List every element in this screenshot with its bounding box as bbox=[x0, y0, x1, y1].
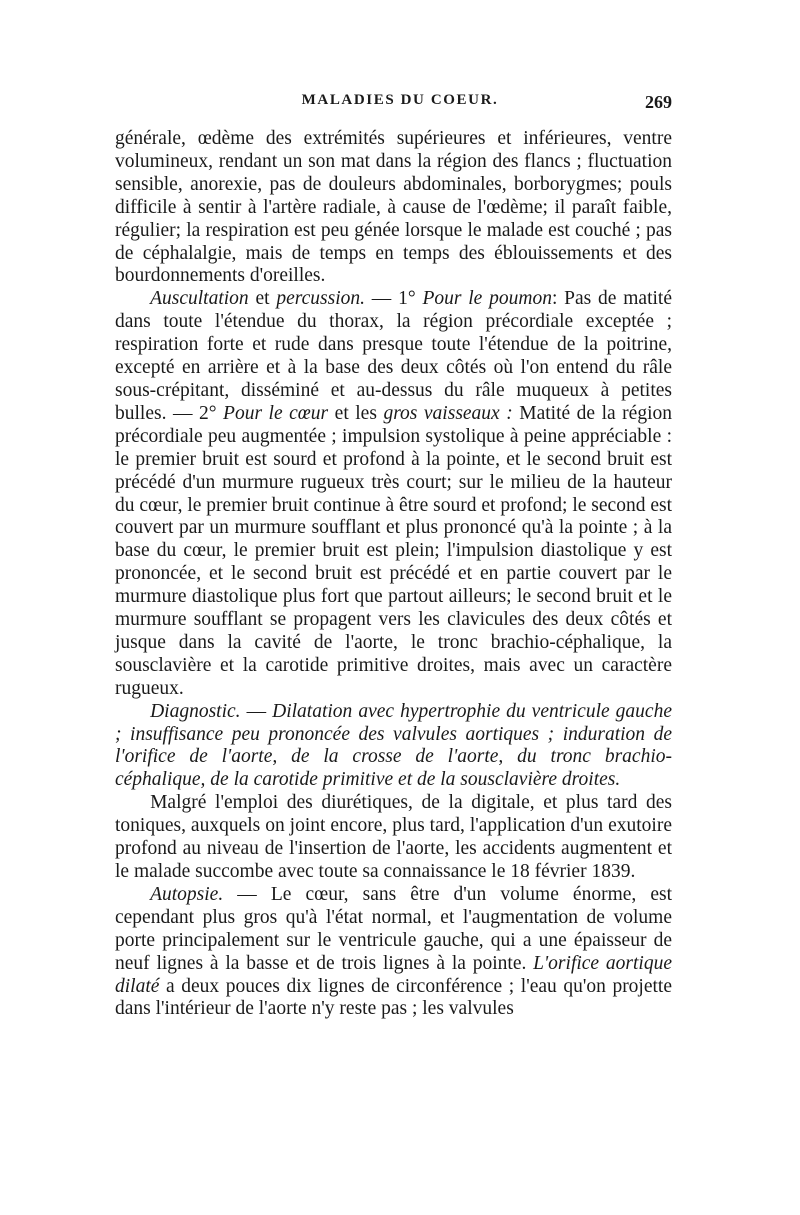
auscultation-text-1: et bbox=[248, 288, 277, 310]
page-number: 269 bbox=[645, 92, 672, 112]
auscultation-text-5: Matité de la région précordiale peu augmentée ; impulsion systolique à peine appréciable : le premier bruit est sourd et profond à la pointe, et le second bruit est précédé d'un murmure rugueux très court; sur le milieu de la hauteur du cœur, le premier bruit continue à être sourd et profond; le second est couvert par un murmure soufflant et plus prononcé qu'à la pointe ; à la base du cœur, le premier bruit est plein; l'impulsion diastolique y est prononcée, et le second bruit est précédé et en partie couvert par le murmure diastolique plus fort que partout ailleurs; le second bruit et le murmure soufflant se propagent vers les clavicules des deux côtés et jusque dans la cavité de l'aorte, le tronc brachio-céphalique, la sousclavière et la carotide primitive droites, mais avec un caractère rugueux. bbox=[115, 402, 672, 699]
autopsy-text-2: a deux pouces dix lignes de circonférence ; l'eau qu'on projette dans l'intérieur de l'aorte n'y reste pas ; les valvules bbox=[115, 975, 672, 1020]
running-title: MALADIES DU COEUR. bbox=[301, 92, 499, 108]
aortic-orifice-term: L'orifice aortique dilaté bbox=[115, 952, 672, 997]
paragraph-auscultation bbox=[115, 288, 672, 700]
diagnostic-heading: Diagnostic. bbox=[150, 700, 241, 722]
percussion-heading: percussion. bbox=[276, 288, 365, 310]
heart-heading: Pour le cœur bbox=[223, 402, 329, 424]
auscultation-text-3: : Pas de matité dans toute l'étendue du thorax, la région précordiale exceptée ; respiration forte et rude dans presque toute l'étendue de la poitrine, excepté en arrière et à la base des deux côtés où l'on entend du râle sous-crépitant, disséminé et au-dessus du râle muqueux à petites bulles. — 2° bbox=[115, 288, 672, 424]
vessels-heading: gros vaisseaux : bbox=[383, 402, 513, 424]
auscultation-text-4: et les bbox=[328, 402, 384, 424]
auscultation-heading: Auscultation bbox=[150, 288, 249, 310]
autopsy-text-1: — Le cœur, sans être d'un volume énorme, est cependant plus gros qu'à l'état normal, et l'augmentation de volume porte principalement sur le ventricule gauche, qui a une épaisseur de neuf lignes à la basse et de trois lignes à la pointe. bbox=[115, 883, 672, 974]
paragraph-treatment: Malgré l'emploi des diurétiques, de la digitale, et plus tard des toniques, auxquels on joint encore, plus tard, l'application d'un exutoire profond au niveau de l'insertion de l'aorte, les accidents augmentent et le malade succombe avec toute sa connaissance le 18 février 1839. bbox=[115, 792, 672, 882]
diagnostic-text: Dilatation avec hypertrophie du ventricule gauche ; insuffisance peu prononcée des valvules aortiques ; induration de l'orifice de l'aorte, de la crosse de l'aorte, du tronc brachio-céphalique, de la carotide primitive et de la sousclavière droites. bbox=[115, 700, 672, 791]
paragraph-diagnostic bbox=[115, 701, 672, 793]
diagnostic-dash: — bbox=[240, 700, 273, 722]
paragraph-autopsy bbox=[115, 884, 672, 1021]
running-head bbox=[0, 92, 800, 116]
autopsy-heading: Autopsie. bbox=[150, 883, 224, 905]
auscultation-text-2: — 1° bbox=[365, 288, 423, 310]
paragraph-symptoms: générale, œdème des extrémités supérieures et inférieures, ventre volumineux, rendant un son mat dans la région des flancs ; fluctuation sensible, anorexie, pas de douleurs abdominales, borborygmes; pouls difficile à sentir à l'artère radiale, à cause de l'œdème; il paraît faible, régulier; la respiration est peu génée lorsque le malade est couché ; pas de céphalalgie, mais de temps en temps des éblouissements et des bourdonnements d'oreilles. bbox=[115, 128, 672, 287]
lung-heading: Pour le poumon bbox=[422, 288, 552, 310]
text-column bbox=[115, 128, 672, 1021]
